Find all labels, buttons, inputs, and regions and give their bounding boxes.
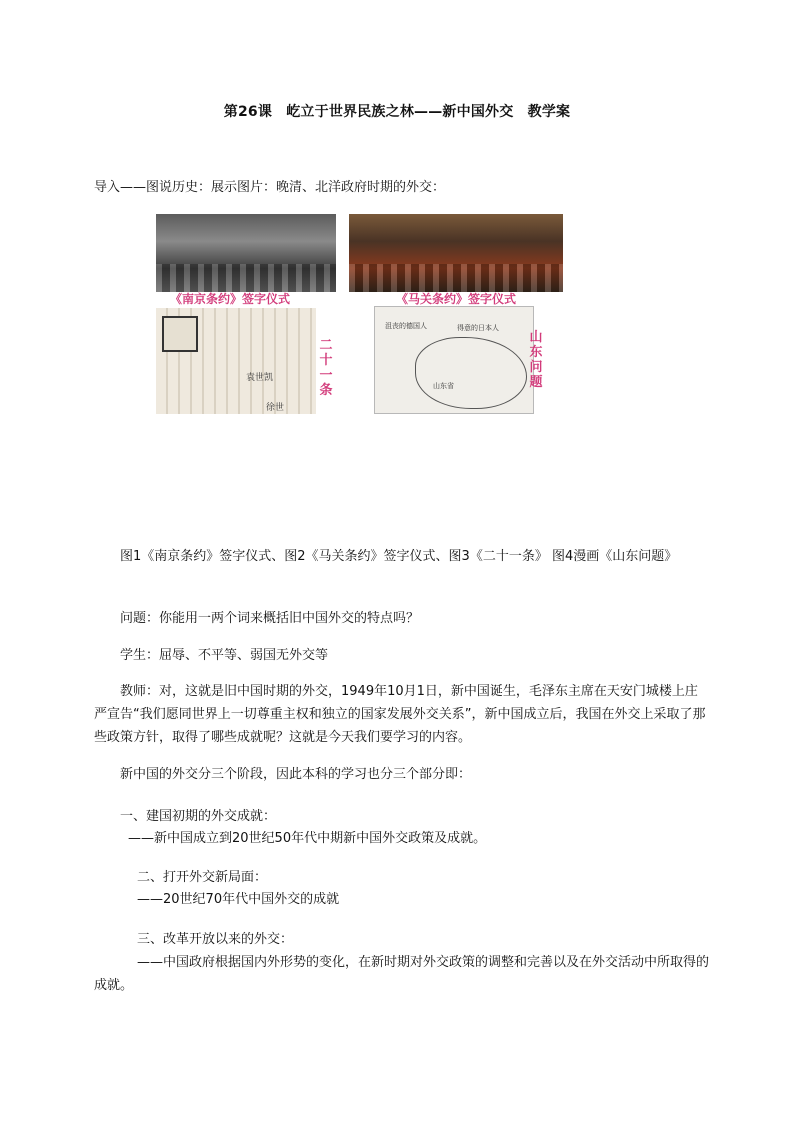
teacher-paragraph: 教师：对，这就是旧中国时期的外交，1949年10月1日，新中国诞生，毛泽东主席在天安门城楼上庄严宣告“我们愿同世界上一切尊重主权和独立的国家发展外交关系”，新中国成立后，我国在外交上采取了那些政策方针，取得了哪些成就呢？这就是今天我们要学习的内容。 bbox=[94, 684, 706, 745]
section-1-detail: ——新中国成立到20世纪50年代中期新中国外交政策及成就。 bbox=[128, 831, 487, 846]
section-3-heading: 三、改革开放以来的外交： bbox=[137, 932, 294, 947]
shandong-label: 山东问题 bbox=[529, 330, 543, 390]
seal-stamp bbox=[162, 316, 198, 352]
section-2-heading: 二、打开外交新局面： bbox=[137, 870, 268, 885]
twenty-one-label: 二十一条 bbox=[319, 338, 333, 398]
nanjing-caption: 《南京条约》签字仪式 bbox=[170, 292, 291, 306]
page-title: 第26课 屹立于世界民族之林——新中国外交 教学案 bbox=[223, 104, 571, 120]
maguan-treaty-photo bbox=[349, 214, 563, 292]
question-paragraph: 问题：你能用一两个词来概括旧中国外交的特点吗？ bbox=[120, 611, 420, 626]
cartoon-label-province: 山东省 bbox=[433, 382, 454, 390]
nanjing-treaty-photo bbox=[156, 214, 336, 292]
shandong-cartoon bbox=[374, 306, 534, 414]
section-1-heading: 一、建国初期的外交成就： bbox=[120, 809, 277, 824]
history-figure bbox=[152, 206, 564, 414]
doc-signature-2: 徐世 bbox=[266, 403, 285, 413]
intro-line: 导入——图说历史：展示图片：晚清、北洋政府时期的外交： bbox=[94, 180, 446, 195]
student-paragraph: 学生：屈辱、不平等、弱国无外交等 bbox=[120, 648, 329, 663]
figure-description: 图1《南京条约》签字仪式、图2《马关条约》签字仪式、图3《二十一条》 图4漫画《山东问题》 bbox=[120, 549, 678, 564]
stages-paragraph: 新中国的外交分三个阶段，因此本科的学习也分三个部分即： bbox=[120, 767, 472, 782]
shandong-map-outline bbox=[415, 337, 527, 409]
doc-signature: 袁世凯 bbox=[246, 373, 274, 383]
cartoon-label-japan: 得意的日本人 bbox=[457, 324, 499, 332]
section-2-detail: ——20世纪70年代中国外交的成就 bbox=[137, 892, 340, 907]
maguan-caption: 《马关条约》签字仪式 bbox=[396, 292, 517, 306]
twenty-one-demands-document bbox=[156, 308, 316, 414]
cartoon-label-germany: 沮丧的德国人 bbox=[385, 322, 427, 330]
section-3-detail: ——中国政府根据国内外形势的变化，在新时期对外交政策的调整和完善以及在外交活动中所取得的成就。 bbox=[94, 955, 710, 993]
